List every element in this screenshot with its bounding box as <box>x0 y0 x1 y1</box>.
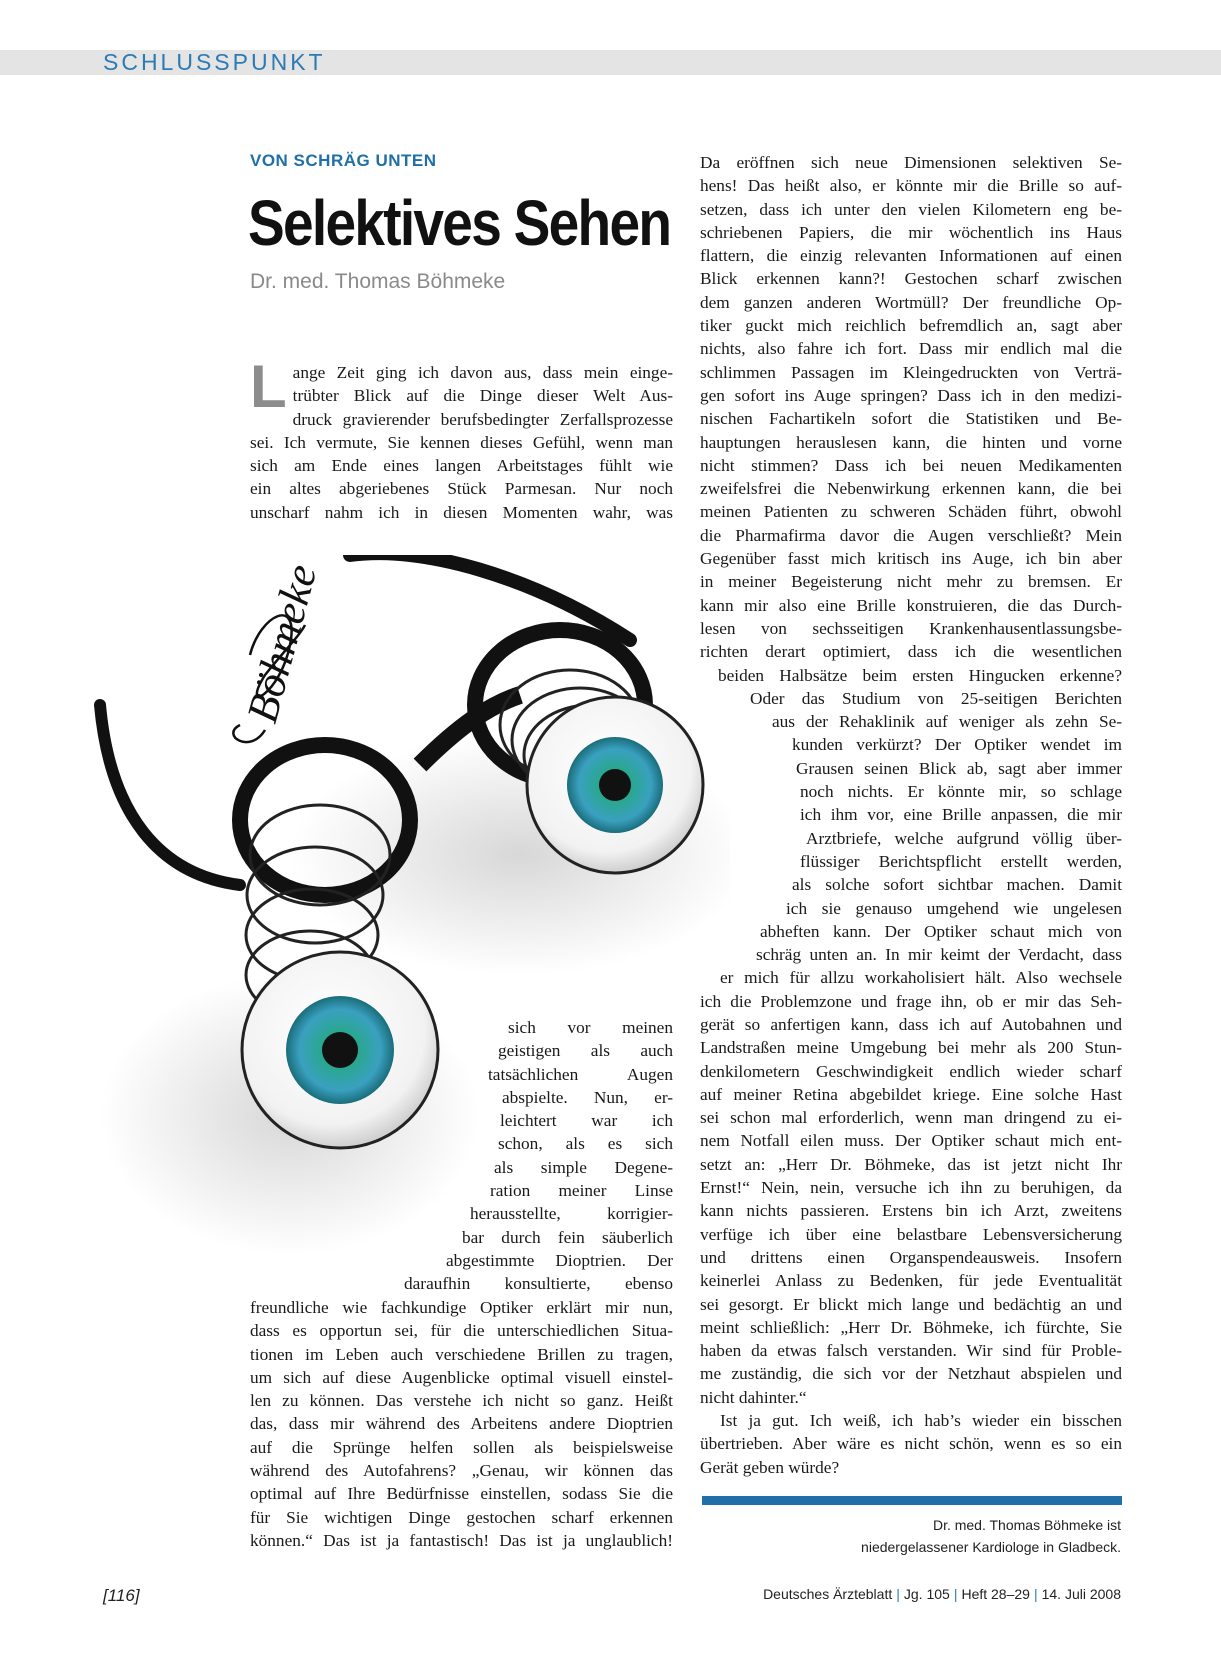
text-line: daraufhin konsultierte, ebenso <box>404 1274 673 1294</box>
text-line: len zu können. Das verstehe ich nicht so ganz. Heißt <box>250 1391 673 1411</box>
text-line: abspielte. Nun, er- <box>502 1087 673 1107</box>
text-line: flattern, die einzig relevanten Informationen auf einen <box>700 246 1122 266</box>
text-line: tatsächlichen Augen <box>488 1064 673 1084</box>
text-line: in meiner Begeisterung nicht mehr zu bremsen. Er <box>700 572 1122 592</box>
left-column-top <box>250 353 673 524</box>
text-line: Blick erkennen kann?! Gestochen scharf zwischen <box>700 269 1122 289</box>
text-line: kunden verkürzt? Der Optiker wendet im <box>792 735 1122 755</box>
text-line: für Sie wichtigen Dinge gestochen scharf erkennen <box>250 1507 673 1527</box>
text-line: und drittens einen Organspendeausweis. Insofern <box>700 1247 1122 1267</box>
text-line: setzt an: „Herr Dr. Böhmeke, das ist jetzt nicht Ihr <box>700 1154 1122 1174</box>
text-line: abheften kann. Der Optiker schaut mich von <box>760 921 1122 941</box>
page-number: [116] <box>103 1586 140 1605</box>
text-line: Da eröffnen sich neue Dimensionen selektiven Se- <box>700 153 1122 172</box>
text-line: denkilometern Geschwindigkeit endlich wieder scharf <box>700 1061 1122 1081</box>
author-bio <box>861 1514 1121 1558</box>
article-author: Dr. med. Thomas Böhmeke <box>250 270 506 293</box>
text-line: trübter Blick auf die Dinge dieser Welt Aus- <box>292 386 673 406</box>
text-line: meinen Patienten zu schweren Schäden führt, obwohl <box>700 502 1122 522</box>
text-line: nicht stimmen? Dass ich bei neuen Medikamenten <box>700 455 1122 475</box>
text-line: sei gesorgt. Er blickt mich lange und bedächtig an und <box>700 1294 1122 1314</box>
text-line: freundliche wie fachkundige Optiker erklärt mir nun, <box>250 1298 673 1317</box>
text-line: Gerät geben würde? <box>700 1457 840 1477</box>
bio-divider <box>702 1496 1122 1505</box>
journal-name: Deutsches Ärzteblatt <box>763 1586 893 1602</box>
text-line: Ernst!“ Nein, nein, versuche ich ihn zu beruhigen, da <box>700 1178 1122 1198</box>
text-line: Gegenüber fasst mich kritisch ins Auge, ich bin aber <box>700 549 1122 569</box>
text-line: auf meiner Retina abgebildet kriege. Eine solche Hast <box>700 1084 1122 1104</box>
text-line: sich vor meinen <box>508 1018 673 1037</box>
text-line: flüssiger Berichtspflicht erstellt werden, <box>800 851 1122 871</box>
text-line: als solche sofort sichtbar machen. Damit <box>792 875 1122 895</box>
text-line: gen sofort ins Auge springen? Dass ich in den medizi- <box>700 385 1122 405</box>
drop-cap: L <box>250 353 287 420</box>
text-line: abgestimmte Dioptrien. Der <box>446 1250 673 1270</box>
text-line: hens! Das heißt also, er könnte mir die Brille so auf- <box>700 176 1122 196</box>
section-label: SCHLUSSPUNKT <box>103 49 326 75</box>
text-line: dem ganzen anderen Wortmüll? Der freundliche Op- <box>700 292 1122 312</box>
text-line: nem Notfall eilen muss. Der Optiker schaut mich ent- <box>700 1131 1122 1151</box>
text-line: leichtert war ich <box>500 1111 673 1131</box>
text-line: Oder das Studium von 25-seitigen Berichten <box>750 688 1122 708</box>
right-column <box>700 151 1122 1479</box>
text-line: die Pharmafirma davor die Augen verschließt? Mein <box>700 525 1122 545</box>
text-line: ein altes abgeriebenes Stück Parmesan. Nur noch <box>250 479 673 499</box>
text-line: nischen Fachartikeln sofort die Statistiken und Be- <box>700 409 1122 429</box>
text-line: ich die Problemzone und frage ihn, ob er mir das Seh- <box>700 991 1122 1011</box>
text-line: ration meiner Linse <box>490 1181 673 1201</box>
journal-date: 14. Juli 2008 <box>1041 1586 1121 1602</box>
text-line: keinerlei Anlass zu Bedenken, für jede Eventualität <box>700 1271 1122 1291</box>
text-line: ich sie genauso umgehend wie ungelesen <box>786 898 1122 918</box>
text-line: verfüge ich über eine belastbare Lebensversicherung <box>700 1224 1122 1244</box>
text-line: schlimmen Passagen im Kleingedruckten von Verträ- <box>700 362 1122 382</box>
text-line: ange Zeit ging ich davon aus, dass mein einge- <box>292 363 673 382</box>
text-line: kann mir also eine Brille konstruieren, die das Durch- <box>700 595 1122 615</box>
text-line: übertrieben. Aber wäre es nicht schön, wenn es so ein <box>700 1434 1122 1454</box>
journal-volume: Jg. 105 <box>903 1586 950 1602</box>
text-line: er mich für allzu workaholisiert hält. Also wechsele <box>720 968 1122 988</box>
text-line: beiden Halbsätze beim ersten Hingucken erkenne? <box>718 665 1122 685</box>
text-line: schräg unten an. In mir keimt der Verdacht, dass <box>756 945 1122 965</box>
text-line: während des Autofahrens? „Genau, wir können das <box>250 1461 673 1481</box>
text-line: bar durch fein säuberlich <box>462 1227 673 1247</box>
text-line: können.“ Das ist ja fantastisch! Das ist ja unglaublich! <box>250 1530 673 1550</box>
text-line: nicht dahinter.“ <box>700 1387 807 1407</box>
text-line: setzen, dass ich unter den vielen Kilometern eng be- <box>700 199 1122 219</box>
text-line: aus der Rehaklinik auf weniger als zehn Se- <box>772 712 1122 732</box>
text-line: geistigen als auch <box>498 1041 673 1061</box>
bio-line: niedergelassener Kardiologe in Gladbeck. <box>861 1539 1121 1555</box>
text-line: sich am Ende eines langen Arbeitstages fühlt wie <box>250 456 673 476</box>
text-line: um sich auf diese Augenblicke optimal visuell einstel- <box>250 1367 673 1387</box>
text-line: Arztbriefe, welche aufgrund völlig über- <box>806 828 1122 848</box>
text-line: haben da etwas falsch verstanden. Wir sind für Proble- <box>700 1341 1122 1361</box>
text-line: als simple Degene- <box>494 1157 673 1177</box>
text-line: dass es opportun sei, für die unterschiedlichen Situa- <box>250 1321 673 1341</box>
journal-footer: Deutsches Ärzteblatt | Jg. 105 | Heft 28–29 | 14. Juli 2008 <box>763 1586 1121 1602</box>
text-line: Grausen seinen Blick ab, sagt aber immer <box>796 758 1122 778</box>
text-line: sei. Ich vermute, Sie kennen dieses Gefühl, wenn man <box>250 432 673 452</box>
text-line: druck gravierender berufsbedingter Zerfallsprozesse <box>292 409 673 429</box>
bio-line: Dr. med. Thomas Böhmeke ist <box>932 1517 1121 1533</box>
text-line: herausstellte, korrigier- <box>470 1204 673 1224</box>
text-line: sei schon mal erforderlich, wenn man dringend zu ei- <box>700 1108 1122 1128</box>
text-line: Landstraßen meine Umgebung bei mehr als 200 Stun- <box>700 1038 1122 1058</box>
text-line: Ist ja gut. Ich weiß, ich hab’s wieder ein bisschen <box>720 1411 1122 1431</box>
text-line: auf die Sprünge helfen sollen als beispielsweise <box>250 1437 673 1457</box>
journal-issue: Heft 28–29 <box>961 1586 1030 1602</box>
text-line: schon, als es sich <box>498 1134 673 1154</box>
article-kicker: VON SCHRÄG UNTEN <box>250 151 437 170</box>
text-line: kann nichts passieren. Erstens bin ich Arzt, zweitens <box>700 1201 1122 1221</box>
left-column-bottom <box>250 1296 673 1552</box>
text-line: schriebenen Papiers, die mir wöchentlich ins Haus <box>700 222 1122 242</box>
text-line: lesen von sechsseitigen Krankenhausentlassungsbe- <box>700 618 1122 638</box>
text-line: unscharf nahm ich in diesen Momenten wahr, was <box>250 502 673 522</box>
text-line: richten derart optimiert, dass ich die wesentlichen <box>700 642 1122 662</box>
text-line: zweifelsfrei die Nebenwirkung erkennen kann, die bei <box>700 479 1122 499</box>
text-line: nichts, also fahre ich fort. Dass mir endlich mal die <box>700 339 1122 359</box>
signature: Böhmeke <box>237 559 327 728</box>
text-line: gerät so anfertigen kann, dass ich auf Autobahnen und <box>700 1014 1122 1034</box>
text-line: tionen im Leben auch verschiedene Brillen zu tragen, <box>250 1344 673 1364</box>
article-title: Selektives Sehen <box>248 187 671 259</box>
text-line: hauptungen herauslesen kann, die hinten und vorne <box>700 432 1122 452</box>
text-line: meint schließlich: „Herr Dr. Böhmeke, ich fürchte, Sie <box>700 1317 1122 1337</box>
text-line: tiker guckt mich reichlich befremdlich an, sagt aber <box>700 316 1122 336</box>
text-line: ich ihm vor, eine Brille anpassen, die mir <box>800 805 1122 825</box>
text-line: das, dass mir während des Arbeitens andere Dioptrien <box>250 1414 673 1434</box>
glasses-eyeballs-icon <box>90 555 730 1315</box>
text-line: noch nichts. Er könnte mir, so schlage <box>800 782 1122 802</box>
text-line: me zuständig, die sich vor der Netzhaut abspielen und <box>700 1364 1122 1384</box>
text-line: optimal auf Ihre Bedürfnisse einstellen, sodass Sie die <box>250 1484 673 1504</box>
